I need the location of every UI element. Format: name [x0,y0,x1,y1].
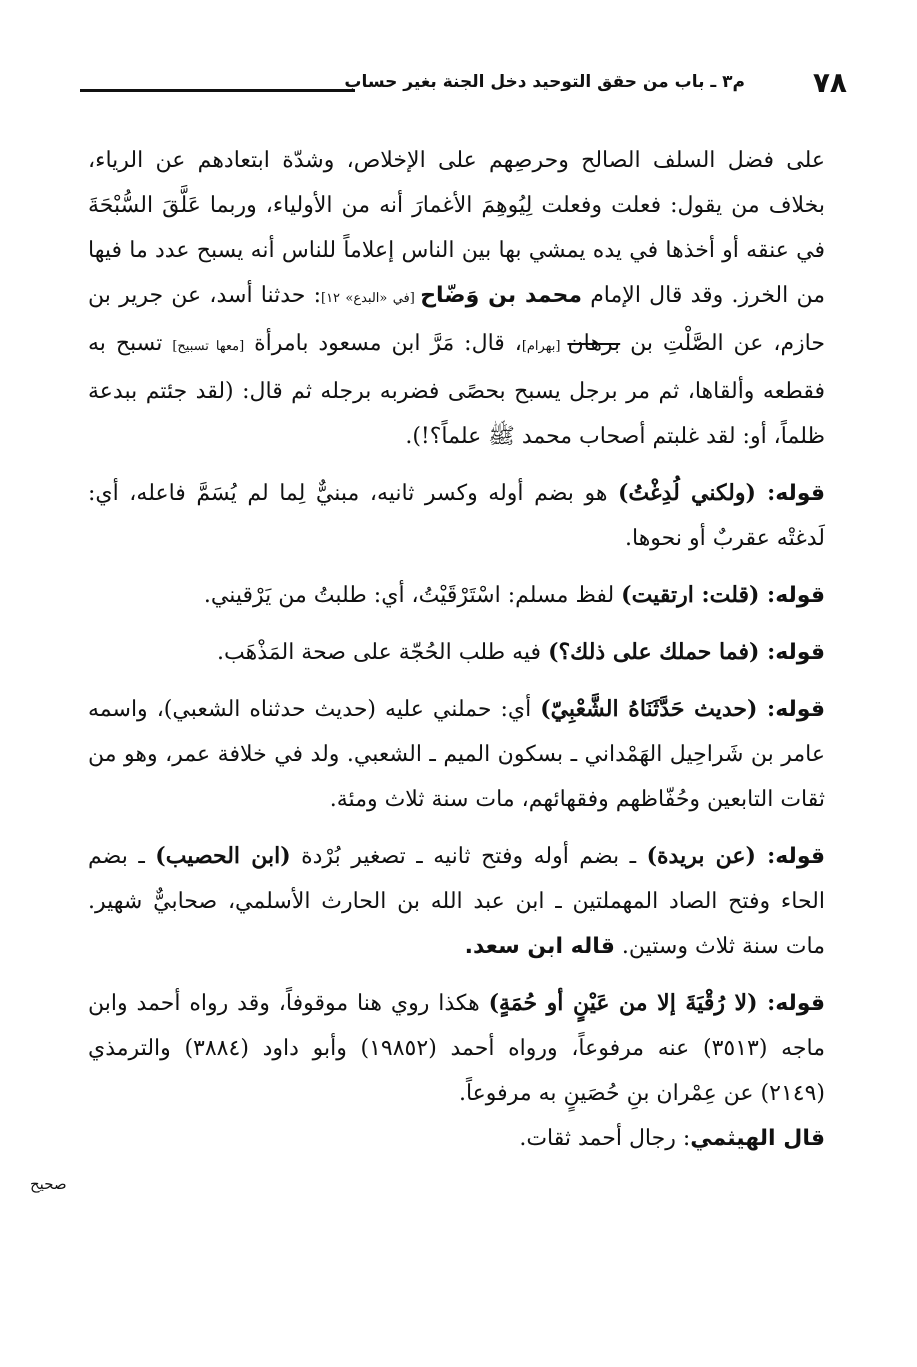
p1-correction: [بهرام] [521,339,568,354]
p7-text-b: : رجال أحمد ثقات. [519,1126,691,1151]
p1-text-b: : حدثنا أسد، عن جرير بن حازم، عن الصَّلْتِ بن [88,283,825,356]
p7-keyword: قوله [775,991,825,1016]
p6-text-a: ـ بضم أوله وفتح ثانيه ـ تصغير بُرْدة [290,844,647,869]
header-rule [80,89,355,92]
p5-keyword: قوله [775,697,825,722]
paragraph-7 [88,981,825,1161]
p7-keyword-2: قال الهيثمي [690,1126,825,1151]
p5-text: أي: حملني عليه (حديث حدثناه الشعبي)، واسمه عامر بن شَراحِيل الهَمْداني ـ بسكون الميم ـ الشعبي. ولد في خلافة عمر، وهو من ثقات التابعين وحُفّاظهم وفقهائهم، مات سنة ثلاث ومئة. [88,697,825,812]
p6-text-b: ـ بضم الحاء وفتح الصاد المهملتين ـ ابن عبد الله بن الحارث الأسلمي، صحابيٌّ شهير. مات سنة ثلاث وستين. [88,844,825,959]
p6-attribution: قاله ابن سعد. [464,934,615,959]
page-header [80,58,877,108]
p7-quote: : (لا رُقْيَةَ إلا من عَيْنٍ أو حُمَةٍ) [488,990,776,1016]
page-number: ٧٨ [812,66,847,99]
p1-text-c: ، قال: مَرَّ ابن مسعود بامرأة [244,331,522,356]
p2-keyword: قوله [775,481,825,506]
p7-text-a: هكذا روي هنا موقوفاً، وقد رواه أحمد وابن ماجه (٣٥١٣) عنه مرفوعاً، ورواه أحمد (١٩٨٥٢) وأبو داود (٣٨٨٤) والترمذي (٢١٤٩) عن عِمْران بنِ حُصَينٍ به مرفوعاً. [88,991,825,1106]
p1-text-a: على فضل السلف الصالح وحرصِهم على الإخلاص، وشدّة ابتعادهم عن الرياء، بخلاف من يقول: فعلت وفعلت لِيُوهِمَ الأغمارَ أنه من الأولياء، وربما عَلَّقَ السُّبْحَةَ في عنقه أو أخذها في يده يمشي بها بين الناس إعلاماً للناس أنه يسبح عدد ما فيها من الخرز. وقد قال الإمام [88,148,825,308]
p5-quote: : (حديث حَدَّثَنَاهُ الشَّعْبِيّ) [540,696,776,722]
p4-text: فيه طلب الحُجّة على صحة المَذْهَب. [217,640,549,665]
p1-author-name: محمد بن وَضّاح [420,283,582,308]
p6-keyword: قوله [775,844,826,869]
paragraph-1 [88,138,825,459]
p1-text-d: تسبح به فقطعه وألقاها، ثم مر برجل يسبح بحصًى فضربه برجله ثم قال: (لقد جئتم ببدعة ظلماً، أو: لقد غلبتم أصحاب محمد ﷺ علماً؟!). [88,331,825,449]
p6-quote: : (عن بريدة) [646,843,776,869]
p1-inline-note: [معها تسبيح] [172,339,245,354]
margin-note: صحيح [30,1175,67,1193]
chapter-title: م٣ ـ باب من حقق التوحيد دخل الجنة بغير حساب [344,72,745,92]
p6-quote-2: (ابن الحصيب) [155,843,291,869]
paragraph-2 [88,471,825,561]
p4-quote: : (فما حملك على ذلك؟) [548,639,776,665]
paragraph-4 [88,630,825,675]
p4-keyword: قوله [775,640,825,665]
p1-reference: [في «البدع» ١٢] [321,291,421,306]
p3-quote: : (قلت: ارتقيت) [621,582,776,608]
paragraph-3 [88,573,825,618]
p2-text: هو بضم أوله وكسر ثانيه، مبنيٌّ لِما لم يُسَمَّ فاعله، أي: لَدغتْه عقربٌ أو نحوها. [88,481,825,551]
p3-keyword: قوله [775,583,825,608]
paragraph-6 [88,834,825,969]
paragraph-5 [88,687,825,822]
p3-text: لفظ مسلم: اسْتَرْقَيْتُ، أي: طلبتُ من يَرْقيني. [203,583,622,608]
p1-struck-word: برهان [567,331,621,356]
p2-quote: : (ولكني لُدِغْتُ) [618,480,776,506]
body-text [88,138,825,1173]
